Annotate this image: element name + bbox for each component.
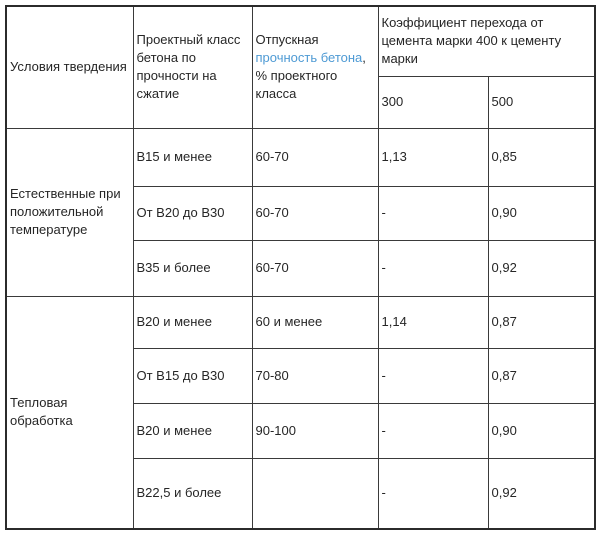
cell-k500: 0,92 (488, 240, 595, 296)
section-label-natural: Естественные при положительной температуре (6, 128, 133, 296)
cell-concrete-class: В15 и менее (133, 128, 252, 186)
cell-release-strength: 70-80 (252, 348, 378, 403)
subheader-500: 500 (488, 76, 595, 128)
cell-k300: - (378, 240, 488, 296)
cell-k500: 0,85 (488, 128, 595, 186)
cell-k300: 1,13 (378, 128, 488, 186)
release-strength-prefix: Отпускная (255, 32, 319, 48)
cell-release-strength: 60 и менее (252, 296, 378, 348)
coefficients-table (5, 5, 596, 530)
cell-concrete-class: От В15 до В30 (133, 348, 252, 403)
cell-k500: 0,87 (488, 348, 595, 403)
cell-concrete-class: В20 и менее (133, 296, 252, 348)
cell-concrete-class: В20 и менее (133, 403, 252, 458)
header-cell-release-strength (252, 6, 378, 128)
table-row (6, 296, 595, 348)
header-row (6, 6, 595, 76)
cell-concrete-class: В35 и более (133, 240, 252, 296)
subheader-300: 300 (378, 76, 488, 128)
header-cell-design-class: Проектный класс бетона по прочности на сжатие (133, 6, 252, 128)
header-cell-curing-conditions: Условия твердения (6, 6, 133, 128)
cell-concrete-class: В22,5 и более (133, 458, 252, 529)
cell-release-strength: 60-70 (252, 240, 378, 296)
strength-link[interactable]: прочность бетона (255, 50, 363, 66)
cell-k500: 0,87 (488, 296, 595, 348)
header-cell-coefficient-group: Коэффициент перехода от цемента марки 400 к цементу марки (378, 6, 595, 76)
section-label-heat: Тепловая обработка (6, 296, 133, 529)
cell-k500: 0,90 (488, 403, 595, 458)
cell-release-strength: 60-70 (252, 128, 378, 186)
cell-release-strength: 90-100 (252, 403, 378, 458)
cell-k300: - (378, 186, 488, 240)
table-row (6, 128, 595, 186)
cell-k300: - (378, 403, 488, 458)
cell-k300: - (378, 348, 488, 403)
cell-concrete-class: От В20 до В30 (133, 186, 252, 240)
cell-k500: 0,90 (488, 186, 595, 240)
release-strength-suffix: , % проектного класса (255, 50, 366, 102)
cell-k300: 1,14 (378, 296, 488, 348)
cell-k500: 0,92 (488, 458, 595, 529)
cell-release-strength: 60-70 (252, 186, 378, 240)
cell-k300: - (378, 458, 488, 529)
cell-release-strength (252, 458, 378, 529)
